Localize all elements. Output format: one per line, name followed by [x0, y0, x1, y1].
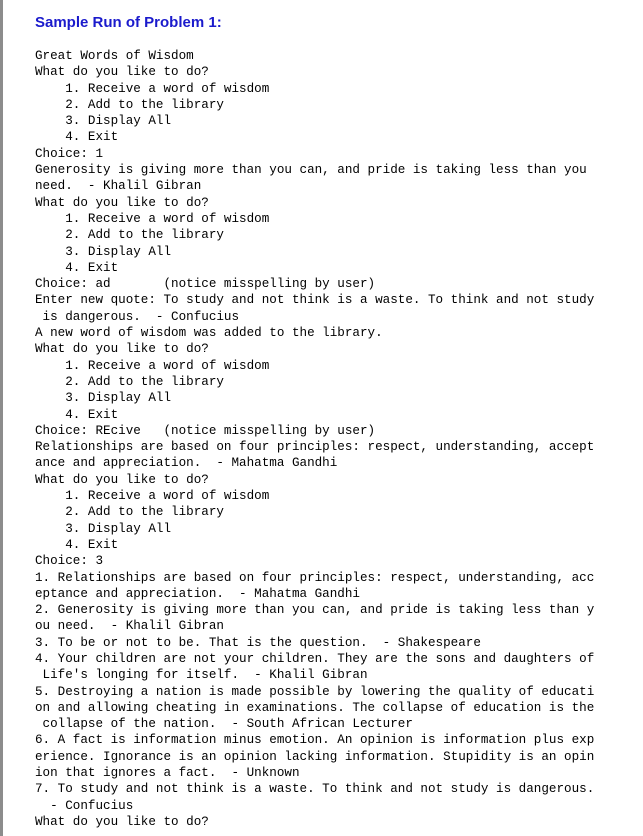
console-line: 3. Display All: [35, 391, 172, 406]
console-line: What do you like to do?: [35, 342, 209, 357]
console-line: 7. To study and not think is a waste. To think and not study is dangerous.: [35, 782, 595, 797]
console-line: Great Words of Wisdom: [35, 49, 194, 63]
console-line: Relationships are based on four principles: respect, understanding, accept: [35, 440, 595, 455]
console-line: is dangerous. - Confucius: [35, 309, 240, 324]
console-line: eptance and appreciation. - Mahatma Gandhi: [35, 586, 360, 601]
console-line: What do you like to do?: [35, 814, 209, 829]
console-line: ance and appreciation. - Mahatma Gandhi: [35, 456, 338, 471]
console-output: [35, 48, 635, 830]
console-line: 2. Add to the library: [35, 228, 224, 243]
console-line: 1. Receive a word of wisdom: [35, 211, 270, 226]
console-line: 4. Exit: [35, 260, 119, 275]
console-line: Choice: 3: [35, 554, 104, 569]
console-line: - Confucius: [35, 798, 134, 813]
console-line: ou need. - Khalil Gibran: [35, 619, 224, 634]
console-line: ion that ignores a fact. - Unknown: [35, 766, 300, 781]
console-line: What do you like to do?: [35, 195, 209, 210]
console-line: 1. Receive a word of wisdom: [35, 489, 270, 504]
console-line: Choice: REcive (notice misspelling by user): [35, 423, 376, 438]
left-border-rule: [0, 0, 3, 836]
console-line: 1. Receive a word of wisdom: [35, 81, 270, 96]
console-line: A new word of wisdom was added to the library.: [35, 326, 383, 341]
console-line: 4. Exit: [35, 537, 119, 552]
console-line: collapse of the nation. - South African Lecturer: [35, 717, 413, 732]
console-line: What do you like to do?: [35, 472, 209, 487]
section-title: Sample Run of Problem 1:: [35, 14, 222, 31]
console-line: What do you like to do?: [35, 65, 209, 80]
console-line: 2. Add to the library: [35, 97, 224, 112]
console-line: 4. Your children are not your children. They are the sons and daughters of: [35, 651, 595, 666]
console-line: 3. Display All: [35, 521, 172, 536]
console-line: erience. Ignorance is an opinion lacking information. Stupidity is an opin: [35, 749, 595, 764]
console-line: 3. Display All: [35, 244, 172, 259]
console-line: Life's longing for itself. - Khalil Gibran: [35, 668, 368, 683]
console-line: Choice: ad (notice misspelling by user): [35, 277, 376, 292]
console-line: 3. To be or not to be. That is the question. - Shakespeare: [35, 635, 481, 650]
console-line: 4. Exit: [35, 130, 119, 145]
console-line: Choice: 1: [35, 146, 104, 161]
console-line: 4. Exit: [35, 407, 119, 422]
console-line: 2. Generosity is giving more than you can, and pride is taking less than y: [35, 603, 595, 618]
console-line: 3. Display All: [35, 114, 172, 129]
console-line: 1. Receive a word of wisdom: [35, 358, 270, 373]
console-line: need. - Khalil Gibran: [35, 179, 202, 194]
console-line: 5. Destroying a nation is made possible by lowering the quality of educati: [35, 684, 595, 699]
console-line: 6. A fact is information minus emotion. An opinion is information plus exp: [35, 733, 595, 748]
console-line: Generosity is giving more than you can, and pride is taking less than you: [35, 163, 587, 178]
console-line: 2. Add to the library: [35, 374, 224, 389]
console-line: Enter new quote: To study and not think is a waste. To think and not study: [35, 293, 595, 308]
console-line: 1. Relationships are based on four principles: respect, understanding, acc: [35, 570, 595, 585]
console-line: 2. Add to the library: [35, 505, 224, 520]
console-line: on and allowing cheating in examinations. The collapse of education is the: [35, 700, 595, 715]
